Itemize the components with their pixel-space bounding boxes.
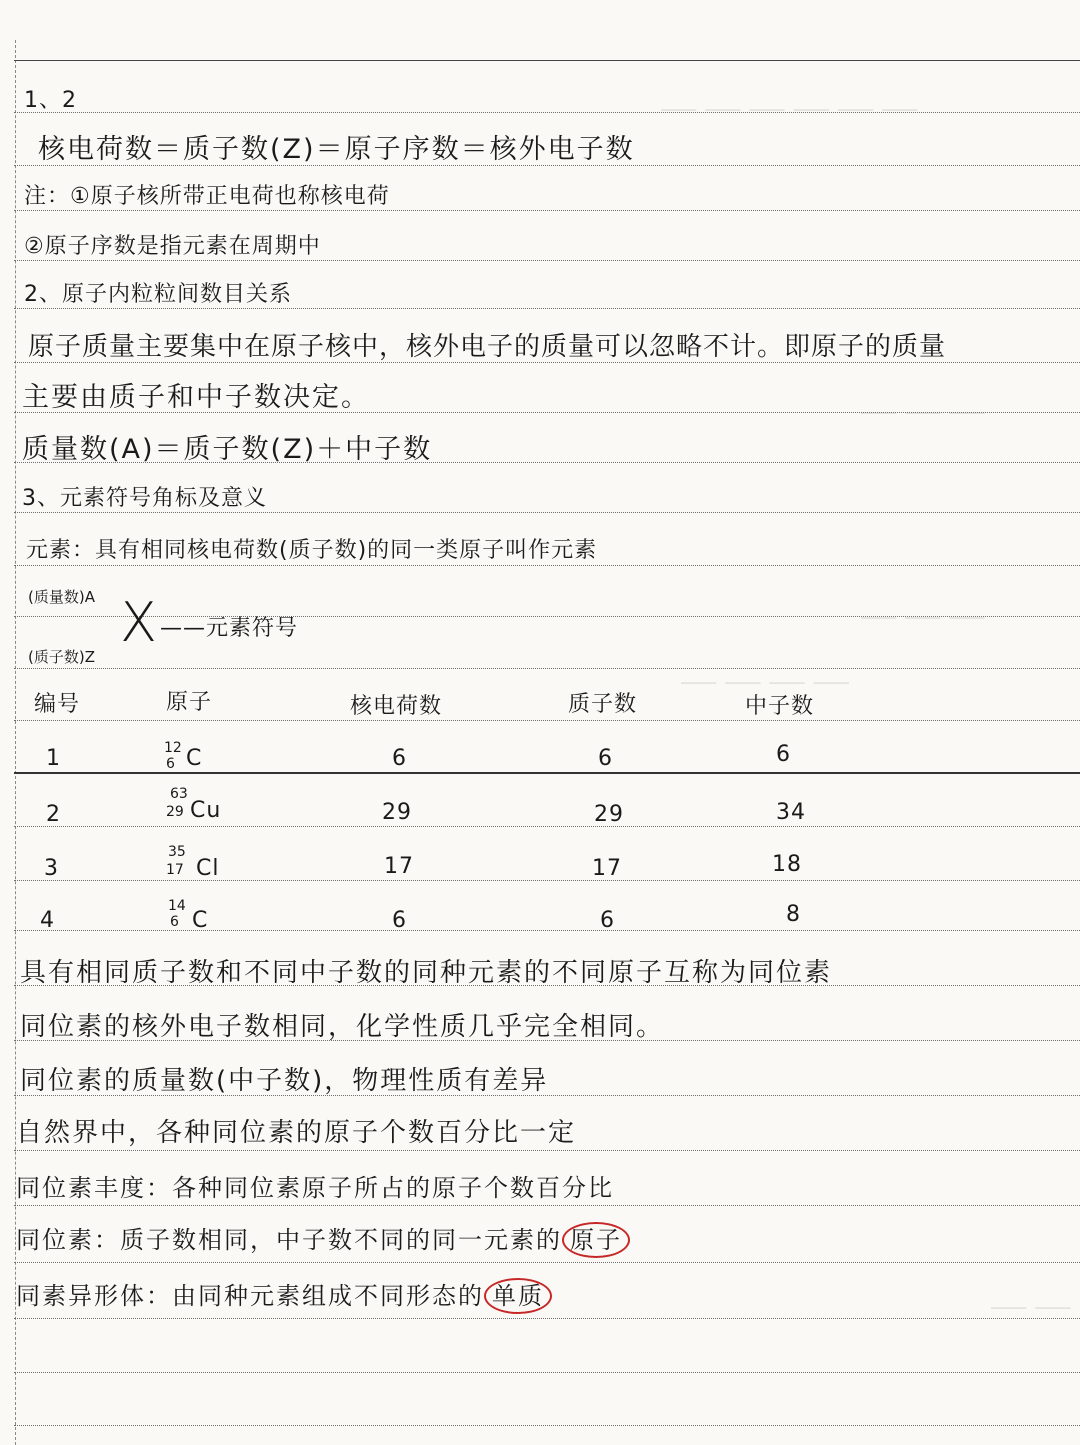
definition-line: 元素：具有相同核电荷数(质子数)的同一类原子叫作元素: [26, 538, 598, 563]
table-header: 质子数: [568, 692, 638, 717]
note-line: 同位素丰度：各种同位素原子所占的原子个数百分比: [16, 1174, 614, 1202]
section-heading: 3、元素符号角标及意义: [22, 486, 267, 511]
note-line: 核电荷数＝质子数(Z)＝原子序数＝核外电子数: [38, 134, 635, 165]
mass-number: 63: [170, 786, 188, 802]
table-cell: 6: [392, 746, 407, 771]
table-cell: 29: [594, 802, 624, 827]
note-line: 原子质量主要集中在原子核中，核外电子的质量可以忽略不计。即原子的质量: [28, 332, 947, 362]
note-line: 同位素的核外电子数相同，化学性质几乎完全相同。: [20, 1012, 665, 1042]
section-heading: 2、原子内粒粒间数目关系: [24, 282, 292, 307]
ruled-line: [14, 60, 1080, 61]
table-header: 原子: [166, 690, 213, 715]
note-line: [16, 1284, 552, 1308]
table-cell: 18: [772, 852, 802, 877]
element-symbol-label: ——元素符号: [160, 616, 299, 641]
table-cell: 34: [776, 800, 806, 825]
table-cell: 17: [592, 856, 622, 881]
note-line: 同位素的质量数(中子数)，物理性质有差异: [20, 1066, 549, 1096]
table-cell: 3: [44, 856, 59, 881]
atomic-number: 6: [170, 914, 179, 930]
table-header: 中子数: [745, 694, 815, 719]
table-cell: 2: [46, 802, 61, 827]
mass-number: 14: [168, 898, 186, 914]
mass-number: 12: [164, 740, 182, 756]
allotrope-definition: 同素异形体：由同种元素组成不同形态的: [16, 1282, 484, 1310]
proton-number-label: (质子数)Z: [28, 648, 95, 666]
circled-keyword: 单质: [484, 1278, 552, 1314]
atomic-number: 17: [166, 862, 184, 878]
circled-keyword: 原子: [562, 1222, 630, 1258]
element-symbol-placeholder: X: [120, 591, 159, 654]
note-line: 注：①原子核所带正电荷也称核电荷: [24, 184, 390, 209]
table-cell: 6: [776, 742, 791, 767]
note-line: [16, 1228, 630, 1252]
note-line: ②原子序数是指元素在周期中: [24, 234, 321, 259]
atomic-number: 6: [166, 756, 175, 772]
section-number: 1、2: [24, 88, 77, 113]
table-header: 核电荷数: [350, 694, 443, 719]
element-symbol: C: [192, 908, 209, 933]
table-cell: 6: [598, 746, 613, 771]
formula-line: 质量数(A)＝质子数(Z)＋中子数: [22, 434, 433, 465]
table-cell: 4: [40, 908, 55, 933]
note-line: 自然界中，各种同位素的原子个数百分比一定: [16, 1118, 577, 1148]
table-cell: 8: [786, 902, 801, 927]
table-cell: 6: [392, 908, 407, 933]
table-cell: 6: [600, 908, 615, 933]
element-symbol: Cl: [196, 856, 220, 881]
note-line: 主要由质子和中子数决定。: [22, 382, 370, 413]
atomic-number: 29: [166, 804, 184, 820]
isotope-definition: 同位素：质子数相同，中子数不同的同一元素的: [16, 1226, 562, 1254]
table-cell: 1: [46, 746, 61, 771]
table-cell: 17: [384, 854, 414, 879]
table-cell: 29: [382, 800, 412, 825]
table-header: 编号: [34, 692, 81, 717]
element-symbol: Cu: [190, 798, 222, 823]
mass-number: 35: [168, 844, 186, 860]
element-symbol: C: [186, 746, 203, 771]
note-line: 具有相同质子数和不同中子数的同种元素的不同原子互称为同位素: [20, 958, 833, 988]
mass-number-label: (质量数)A: [28, 588, 95, 606]
